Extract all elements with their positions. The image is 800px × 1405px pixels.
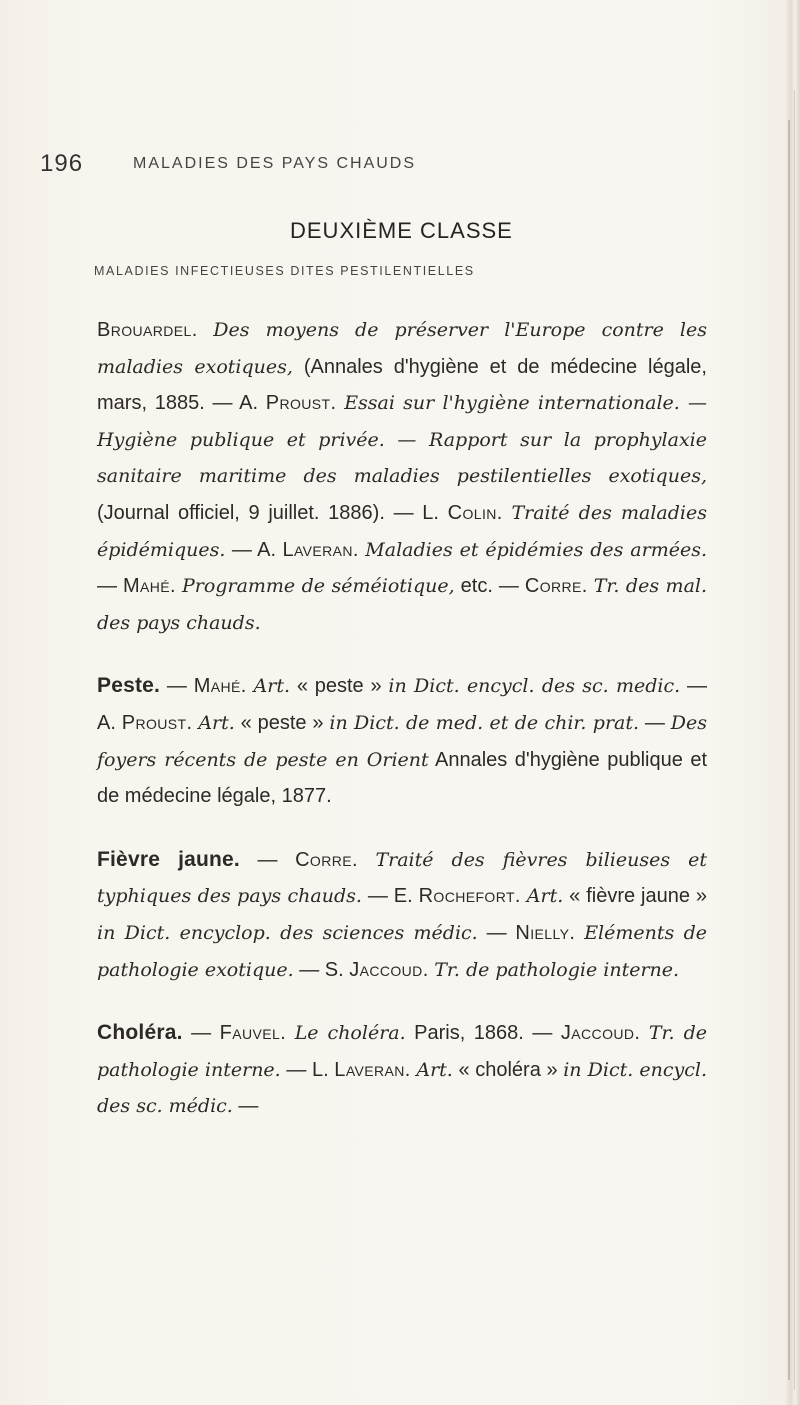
reference-text [640,1022,649,1044]
reference-text [247,675,254,697]
author-name: Laveran. [282,538,359,561]
reference-text: — A. [225,538,283,561]
reference-text: (Journal officiel, 9 juillet. 1886). — L. [97,501,448,524]
work-title: Tr. de pathologie interne. [434,958,680,981]
author-name: Proust. [121,711,193,734]
work-title: Maladies et épidémies des armées. [365,538,708,561]
author-name: Laveran. [334,1058,411,1081]
author-name: Nielly. [515,921,576,944]
author-name: Mahé. [193,675,247,698]
author-name: Brouardel. [97,319,198,341]
author-name: Proust. [265,392,337,415]
author-name: Jaccoud. [560,1022,641,1045]
author-name: Rochefort. [418,885,521,908]
reference-text: — [160,675,194,698]
work-title: Art. [198,711,235,734]
author-name: Colin. [447,501,503,524]
author-name: Mahé. [123,575,177,598]
page-header [40,150,740,190]
work-title: in Dict. encyclop. des sciences médic. [97,921,478,944]
work-title: Des moyens de préserver l'Europe contre les maladies exotiques, [97,319,707,378]
page-edge-line [788,120,790,1380]
page-number: 196 [40,150,84,177]
work-title: Des foyers récents de peste en Orient [97,711,707,771]
reference-text: — S. [293,958,350,981]
section-title: DEUXIÈME CLASSE [290,218,513,243]
bibliography-paragraph [97,1015,707,1125]
work-title: Traité des fièvres bilieuses et typhiques des pays chauds. [97,848,707,908]
work-title: Essai sur l'hygiène internationale. — Hygiène publique et privée. — Rapport sur la prophylaxie sanitaire maritime des maladies pestilentielles exotiques, [97,392,708,488]
reference-text: « peste » [234,711,330,734]
reference-text: — [239,848,296,871]
work-title: in Dict. encycl. des sc. médic. [97,1058,707,1118]
reference-text: — L. [280,1058,335,1081]
work-title: Eléments de pathologie exotique. [97,921,707,981]
work-title: in Dict. encycl. des sc. medic. [388,675,681,698]
reference-text: « peste » [290,675,389,698]
disease-heading: Peste. [97,674,161,698]
disease-heading: Fièvre jaune. [97,847,240,871]
reference-text: — [182,1022,220,1045]
work-title: Programme de séméiotique, [182,575,455,598]
author-name: Fauvel. [219,1022,287,1045]
disease-heading: Choléra. [97,1021,183,1045]
reference-text: (Annales d'hygiène et de médecine légale, mars, 1885. — A. [97,355,707,415]
reference-text [575,922,584,944]
work-title: Art. [253,675,291,698]
work-title: Art. [416,1058,453,1081]
reference-text: — [639,711,671,734]
work-title: Le choléra. [294,1022,406,1045]
author-name: Corre. [295,848,358,871]
reference-text: Paris, 1868. — [405,1022,561,1045]
reference-text [198,319,214,341]
reference-text: — E. [361,885,419,908]
author-name: Corre. [524,575,588,598]
reference-text [358,849,376,871]
bibliography-paragraph [97,668,707,814]
reference-text: etc. — [454,575,525,598]
bibliography-paragraph [97,842,707,988]
running-title: MALADIES DES PAYS CHAUDS [133,155,417,172]
bibliography-body [97,312,707,1125]
author-name: Jaccoud. [349,958,429,981]
reference-text: Annales d'hygiène publique et de médecine légale, 1877. [97,748,708,808]
page-edge-line-secondary [794,90,795,1390]
work-title: Tr. des mal. des pays chauds. [97,575,708,634]
work-title: in Dict. de med. et de chir. prat. [329,711,640,734]
reference-text: « fièvre jaune » [563,885,707,908]
work-title: Art. [526,885,564,908]
bibliography-paragraph [97,312,707,641]
reference-text [286,1022,295,1044]
reference-text: — A. [97,675,707,734]
reference-text: — [232,1095,259,1118]
work-title: Tr. de pathologie interne. [97,1022,707,1081]
work-title: Traité des maladies épidémiques. [97,501,707,561]
reference-text: « choléra » [452,1058,564,1081]
reference-text: — [477,921,516,944]
reference-text: — [97,575,123,598]
section-subtitle: MALADIES INFECTIEUSES DITES PESTILENTIELLES [94,264,475,278]
